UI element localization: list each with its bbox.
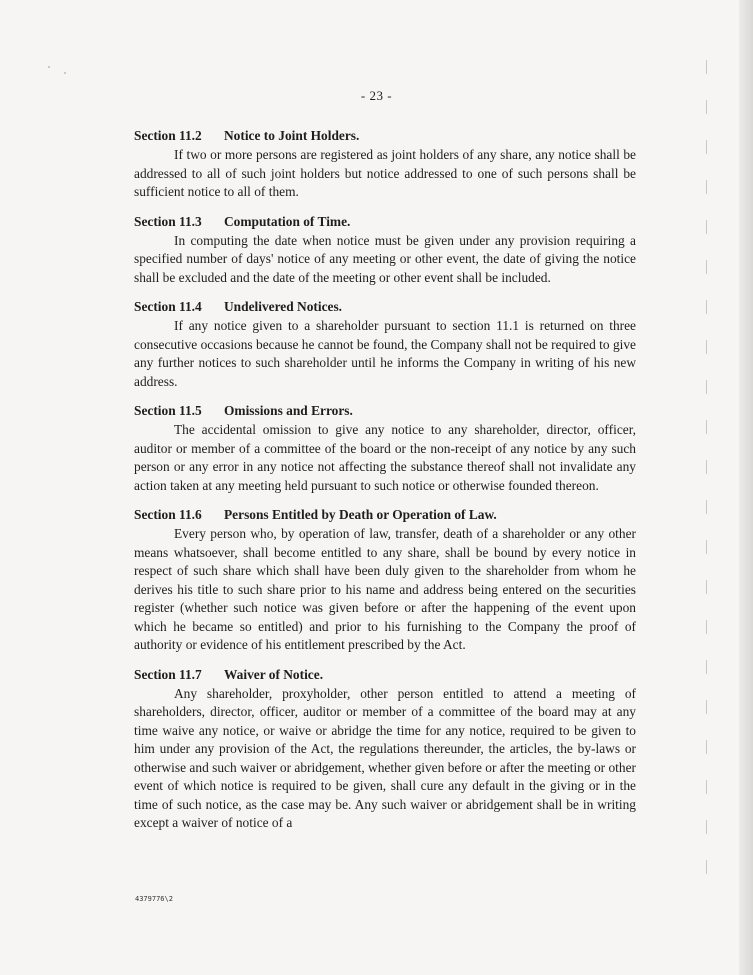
section-number: Section 11.2 xyxy=(134,128,202,143)
scan-edge-shadow xyxy=(739,0,753,975)
document-body xyxy=(134,126,636,843)
section-paragraph: If two or more persons are registered as joint holders of any share, any notice shall be addressed to all of such joint holders but notice addressed to one of such persons shall be sufficient notice to all of them. xyxy=(134,147,636,199)
scan-speck xyxy=(64,72,66,74)
section-title: Omissions and Errors. xyxy=(224,403,353,418)
section-title: Computation of Time. xyxy=(224,213,351,229)
section-paragraph: If any notice given to a shareholder pursuant to section 11.1 is returned on three consecutive occasions because he cannot be found, the Company shall not be required to give any further notices to such shareholder until he informs the Company in writing of his new address. xyxy=(134,318,636,389)
section-11-6 xyxy=(134,505,636,655)
section-title: Persons Entitled by Death or Operation of Law. xyxy=(224,507,497,522)
section-heading xyxy=(134,212,636,231)
section-11-5 xyxy=(134,401,636,495)
section-heading xyxy=(134,401,636,420)
section-number: Section 11.4 xyxy=(134,299,202,314)
section-heading xyxy=(134,126,636,145)
section-number: Section 11.6 xyxy=(134,507,202,522)
section-11-2 xyxy=(134,126,636,202)
page-number: - 23 - xyxy=(360,88,393,103)
section-heading xyxy=(134,665,636,684)
section-paragraph: In computing the date when notice must be given under any provision requiring a specified number of days' notice of any meeting or other event, the date of giving the notice shall be excluded and the date of the meeting or other event shall be included. xyxy=(134,232,636,285)
section-paragraph: The accidental omission to give any notice to any shareholder, director, officer, auditor or member of a committee of the board or the non-receipt of any notice by any such person or any error in any notice not affecting the substance thereof shall not invalidate any action taken at any meeting held pursuant to such notice or otherwise founded thereon. xyxy=(134,422,636,493)
section-heading xyxy=(134,297,636,316)
section-number: Section 11.5 xyxy=(134,403,202,418)
section-11-3 xyxy=(134,212,636,288)
section-title: Notice to Joint Holders. xyxy=(224,128,360,143)
section-11-4 xyxy=(134,297,636,391)
section-paragraph: Any shareholder, proxyholder, other person entitled to attend a meeting of shareholders, director, officer, auditor or member of a committee of the board may at any time waive any notice, or waive or abridge the time for any notice, required to be given to him under any provision of the Act, the regulations thereunder, the articles, the by-laws or otherwise and such waiver or abridgement, whether given before or after the meeting or other event of which notice is required to be given, shall cure any default in the giving or in the time of such notice, as the case may be. Any such waiver or abridgement shall be in writing except a waiver of notice of a xyxy=(134,685,636,830)
section-heading xyxy=(134,505,636,524)
section-paragraph: Every person who, by operation of law, transfer, death of a shareholder or any other means whatsoever, shall become entitled to any share, shall be bound by every notice in respect of such share which shall have been duly given to the shareholder from whom he derives his title to such share prior to his name and address being entered on the securities register (whether such notice was given before or after the happening of the event upon which he became so entitled) and prior to his furnishing to the Company the proof of authority or evidence of his entitlement prescribed by the Act. xyxy=(134,526,636,652)
document-code: 4379776\2 xyxy=(135,895,173,903)
section-title: Undelivered Notices. xyxy=(224,299,343,314)
section-11-7 xyxy=(134,665,636,833)
scan-speck xyxy=(48,66,50,68)
section-number: Section 11.3 xyxy=(134,213,202,229)
scan-edge-mark xyxy=(706,60,707,880)
section-title: Waiver of Notice. xyxy=(224,666,324,682)
section-number: Section 11.7 xyxy=(134,666,202,682)
